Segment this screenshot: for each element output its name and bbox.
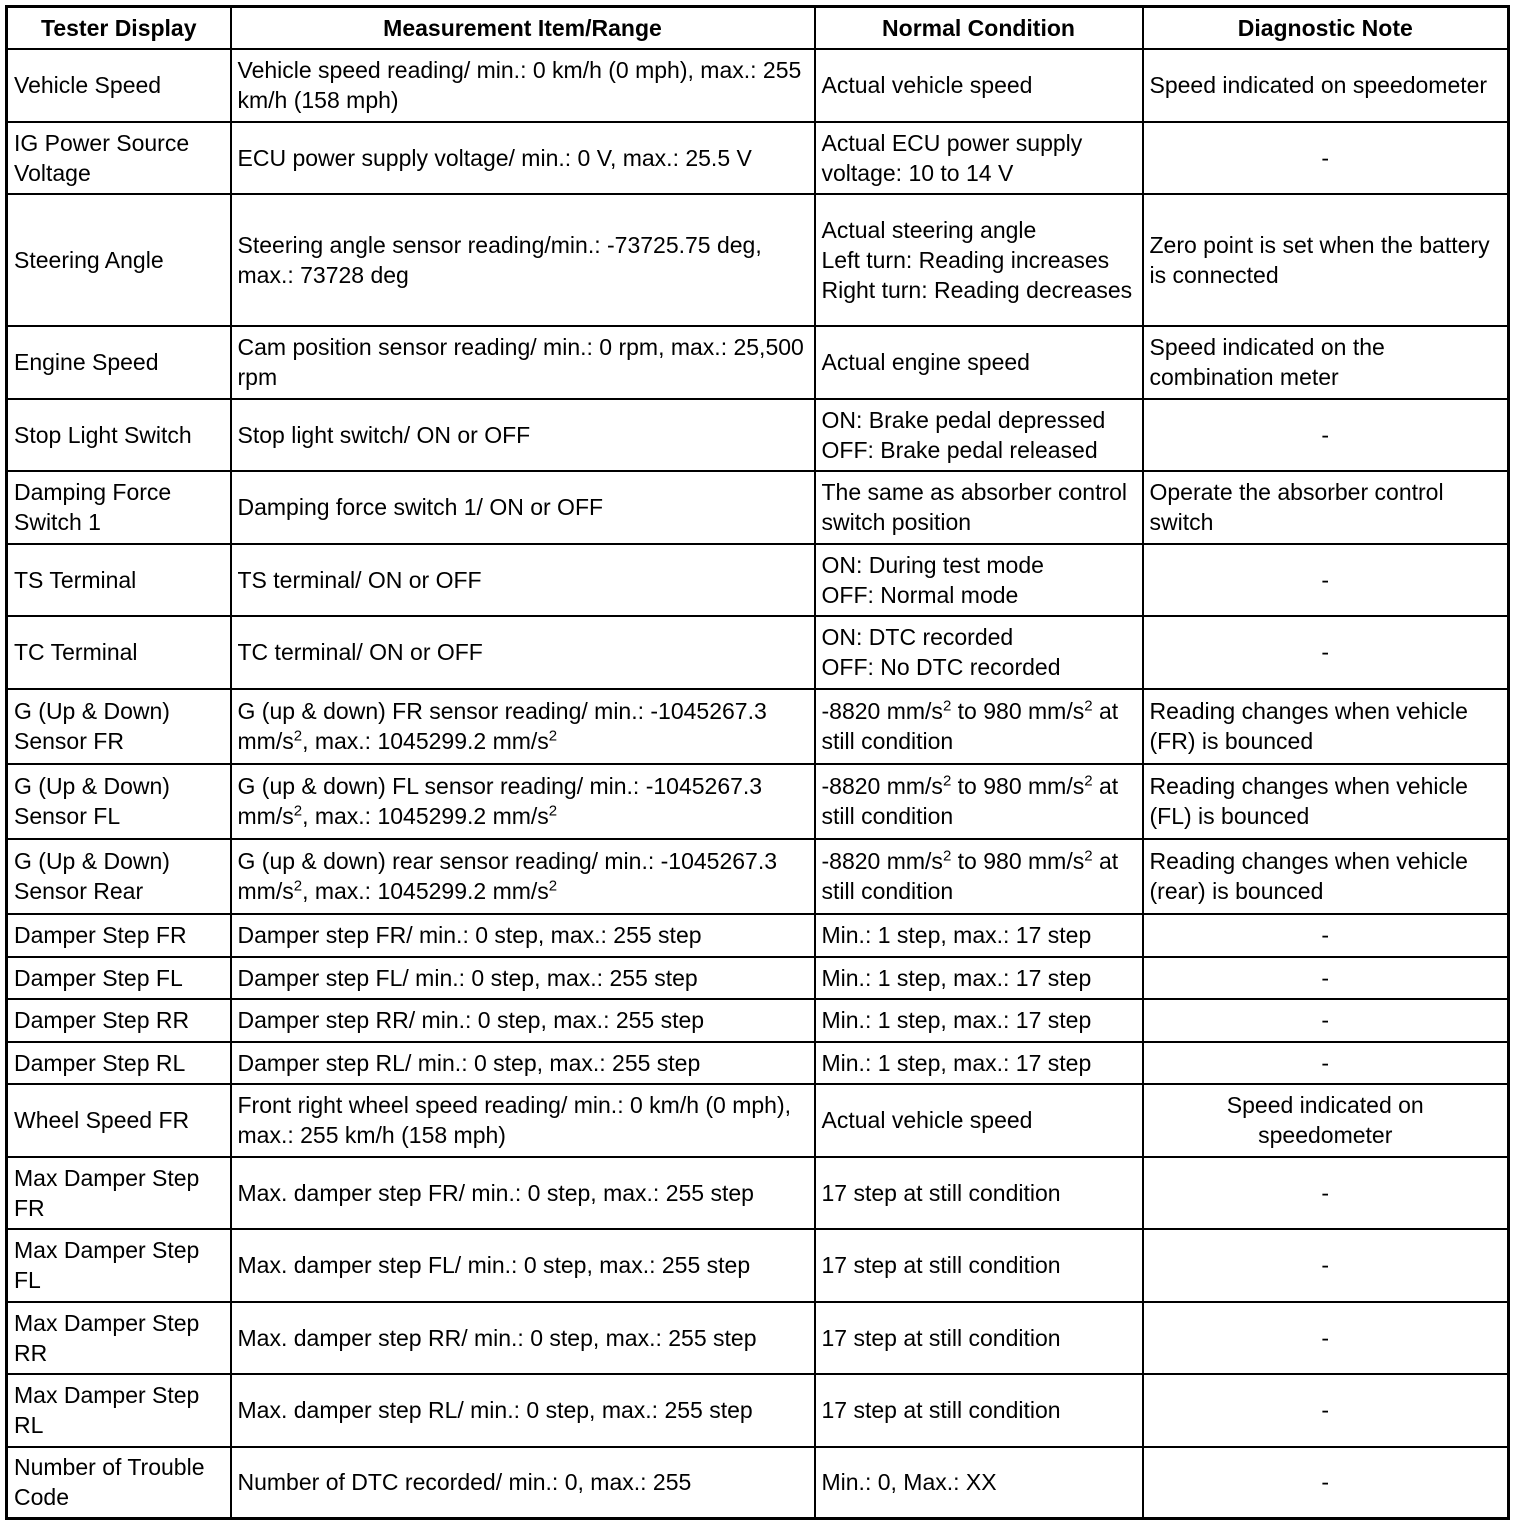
cell-tester-display: Damper Step FR — [7, 914, 231, 957]
cell-diagnostic-note: - — [1143, 999, 1509, 1042]
cell-tester-display: TC Terminal — [7, 616, 231, 689]
table-row — [7, 471, 1509, 544]
table-row — [7, 1157, 1509, 1229]
cell-normal-condition: Min.: 1 step, max.: 17 step — [815, 957, 1143, 999]
cell-tester-display: Max Damper Step RL — [7, 1374, 231, 1447]
table-row — [7, 49, 1509, 122]
cell-normal-condition: Min.: 1 step, max.: 17 step — [815, 1042, 1143, 1084]
cell-normal-condition: -8820 $mm/s^2$ to 980 $mm/s^2$ at still condition — [815, 689, 1143, 764]
cell-diagnostic-note: - — [1143, 122, 1509, 194]
cell-normal-condition: Actual vehicle speed — [815, 49, 1143, 122]
cell-diagnostic-note: Operate the absorber control switch — [1143, 471, 1509, 544]
cell-diagnostic-note: - — [1143, 616, 1509, 689]
cell-diagnostic-note: - — [1143, 1374, 1509, 1447]
table-header — [7, 7, 1509, 49]
cell-normal-condition: ON: Brake pedal depressed OFF: Brake pedal released — [815, 399, 1143, 471]
cell-tester-display: G (Up & Down) Sensor FL — [7, 764, 231, 839]
cell-tester-display: Number of Trouble Code — [7, 1447, 231, 1519]
cell-diagnostic-note: - — [1143, 957, 1509, 999]
cell-normal-condition: Actual steering angle Left turn: Reading increases Right turn: Reading decreases — [815, 194, 1143, 326]
table-row — [7, 1084, 1509, 1157]
cell-normal-condition: Min.: 0, Max.: XX — [815, 1447, 1143, 1519]
cell-diagnostic-note: Speed indicated on speedometer — [1143, 1084, 1509, 1157]
table-row — [7, 839, 1509, 914]
cell-measurement-range: Front right wheel speed reading/ min.: 0 km/h (0 mph), max.: 255 km/h (158 mph) — [231, 1084, 815, 1157]
cell-normal-condition: ON: DTC recorded OFF: No DTC recorded — [815, 616, 1143, 689]
cell-tester-display: Engine Speed — [7, 326, 231, 399]
cell-measurement-range: Max. damper step RR/ min.: 0 step, max.: 255 step — [231, 1302, 815, 1374]
header-row — [7, 7, 1509, 49]
table-row — [7, 1302, 1509, 1374]
cell-normal-condition: 17 step at still condition — [815, 1157, 1143, 1229]
cell-diagnostic-note: Reading changes when vehicle (rear) is bounced — [1143, 839, 1509, 914]
cell-tester-display: Damper Step FL — [7, 957, 231, 999]
table-row — [7, 1229, 1509, 1302]
cell-measurement-range: Damper step RL/ min.: 0 step, max.: 255 step — [231, 1042, 815, 1084]
cell-diagnostic-note: Speed indicated on speedometer — [1143, 49, 1509, 122]
cell-tester-display: Max Damper Step RR — [7, 1302, 231, 1374]
table-row — [7, 194, 1509, 326]
cell-measurement-range: G (up & down) FL sensor reading/ min.: -1045267.3 $mm/s^2$, max.: 1045299.2 $mm/s^2$ — [231, 764, 815, 839]
table-row — [7, 616, 1509, 689]
table-row — [7, 1042, 1509, 1084]
table-row — [7, 1374, 1509, 1447]
cell-normal-condition: -8820 $mm/s^2$ to 980 $mm/s^2$ at still condition — [815, 839, 1143, 914]
table-row — [7, 957, 1509, 999]
table-row — [7, 326, 1509, 399]
header-measurement-range: Measurement Item/Range — [231, 7, 815, 49]
cell-diagnostic-note: Speed indicated on the combination meter — [1143, 326, 1509, 399]
cell-normal-condition: Min.: 1 step, max.: 17 step — [815, 999, 1143, 1042]
cell-measurement-range: TS terminal/ ON or OFF — [231, 544, 815, 616]
cell-normal-condition: Actual engine speed — [815, 326, 1143, 399]
cell-tester-display: Max Damper Step FL — [7, 1229, 231, 1302]
table-row — [7, 1447, 1509, 1519]
table-row — [7, 122, 1509, 194]
cell-measurement-range: Max. damper step FR/ min.: 0 step, max.: 255 step — [231, 1157, 815, 1229]
cell-diagnostic-note: - — [1143, 544, 1509, 616]
cell-measurement-range: G (up & down) FR sensor reading/ min.: -1045267.3 $mm/s^2$, max.: 1045299.2 $mm/s^2$ — [231, 689, 815, 764]
cell-diagnostic-note: - — [1143, 1302, 1509, 1374]
cell-diagnostic-note: - — [1143, 399, 1509, 471]
cell-tester-display: G (Up & Down) Sensor Rear — [7, 839, 231, 914]
cell-normal-condition: Min.: 1 step, max.: 17 step — [815, 914, 1143, 957]
cell-normal-condition: 17 step at still condition — [815, 1302, 1143, 1374]
cell-measurement-range: Steering angle sensor reading/min.: -73725.75 deg, max.: 73728 deg — [231, 194, 815, 326]
table-row — [7, 764, 1509, 839]
cell-diagnostic-note: Reading changes when vehicle (FL) is bounced — [1143, 764, 1509, 839]
header-tester-display: Tester Display — [7, 7, 231, 49]
table-row — [7, 544, 1509, 616]
cell-measurement-range: TC terminal/ ON or OFF — [231, 616, 815, 689]
cell-measurement-range: ECU power supply voltage/ min.: 0 V, max.: 25.5 V — [231, 122, 815, 194]
cell-tester-display: Wheel Speed FR — [7, 1084, 231, 1157]
cell-tester-display: Damping Force Switch 1 — [7, 471, 231, 544]
cell-tester-display: G (Up & Down) Sensor FR — [7, 689, 231, 764]
cell-measurement-range: Damper step FL/ min.: 0 step, max.: 255 step — [231, 957, 815, 999]
cell-diagnostic-note: - — [1143, 1157, 1509, 1229]
cell-diagnostic-note: - — [1143, 1447, 1509, 1519]
cell-measurement-range: Damper step FR/ min.: 0 step, max.: 255 step — [231, 914, 815, 957]
cell-diagnostic-note: - — [1143, 914, 1509, 957]
cell-tester-display: Damper Step RR — [7, 999, 231, 1042]
cell-normal-condition: The same as absorber control switch position — [815, 471, 1143, 544]
header-diagnostic-note: Diagnostic Note — [1143, 7, 1509, 49]
cell-normal-condition: -8820 $mm/s^2$ to 980 $mm/s^2$ at still condition — [815, 764, 1143, 839]
data-list-table — [5, 5, 1510, 1520]
cell-diagnostic-note: Reading changes when vehicle (FR) is bounced — [1143, 689, 1509, 764]
cell-tester-display: TS Terminal — [7, 544, 231, 616]
table-body — [7, 49, 1509, 1519]
cell-normal-condition: ON: During test mode OFF: Normal mode — [815, 544, 1143, 616]
cell-diagnostic-note: - — [1143, 1042, 1509, 1084]
cell-tester-display: Vehicle Speed — [7, 49, 231, 122]
table-row — [7, 399, 1509, 471]
cell-diagnostic-note: Zero point is set when the battery is connected — [1143, 194, 1509, 326]
cell-tester-display: Stop Light Switch — [7, 399, 231, 471]
cell-tester-display: Max Damper Step FR — [7, 1157, 231, 1229]
cell-measurement-range: Cam position sensor reading/ min.: 0 rpm, max.: 25,500 rpm — [231, 326, 815, 399]
cell-measurement-range: Number of DTC recorded/ min.: 0, max.: 255 — [231, 1447, 815, 1519]
cell-measurement-range: Stop light switch/ ON or OFF — [231, 399, 815, 471]
cell-measurement-range: G (up & down) rear sensor reading/ min.: -1045267.3 $mm/s^2$, max.: 1045299.2 $mm/s^2$ — [231, 839, 815, 914]
table-row — [7, 999, 1509, 1042]
cell-normal-condition: 17 step at still condition — [815, 1374, 1143, 1447]
table-row — [7, 689, 1509, 764]
cell-tester-display: Steering Angle — [7, 194, 231, 326]
cell-measurement-range: Damper step RR/ min.: 0 step, max.: 255 step — [231, 999, 815, 1042]
cell-measurement-range: Max. damper step FL/ min.: 0 step, max.: 255 step — [231, 1229, 815, 1302]
cell-normal-condition: 17 step at still condition — [815, 1229, 1143, 1302]
cell-diagnostic-note: - — [1143, 1229, 1509, 1302]
cell-tester-display: Damper Step RL — [7, 1042, 231, 1084]
cell-measurement-range: Damping force switch 1/ ON or OFF — [231, 471, 815, 544]
cell-normal-condition: Actual vehicle speed — [815, 1084, 1143, 1157]
table-row — [7, 914, 1509, 957]
cell-tester-display: IG Power Source Voltage — [7, 122, 231, 194]
cell-measurement-range: Vehicle speed reading/ min.: 0 km/h (0 mph), max.: 255 km/h (158 mph) — [231, 49, 815, 122]
cell-measurement-range: Max. damper step RL/ min.: 0 step, max.: 255 step — [231, 1374, 815, 1447]
header-normal-condition: Normal Condition — [815, 7, 1143, 49]
cell-normal-condition: Actual ECU power supply voltage: 10 to 14 V — [815, 122, 1143, 194]
